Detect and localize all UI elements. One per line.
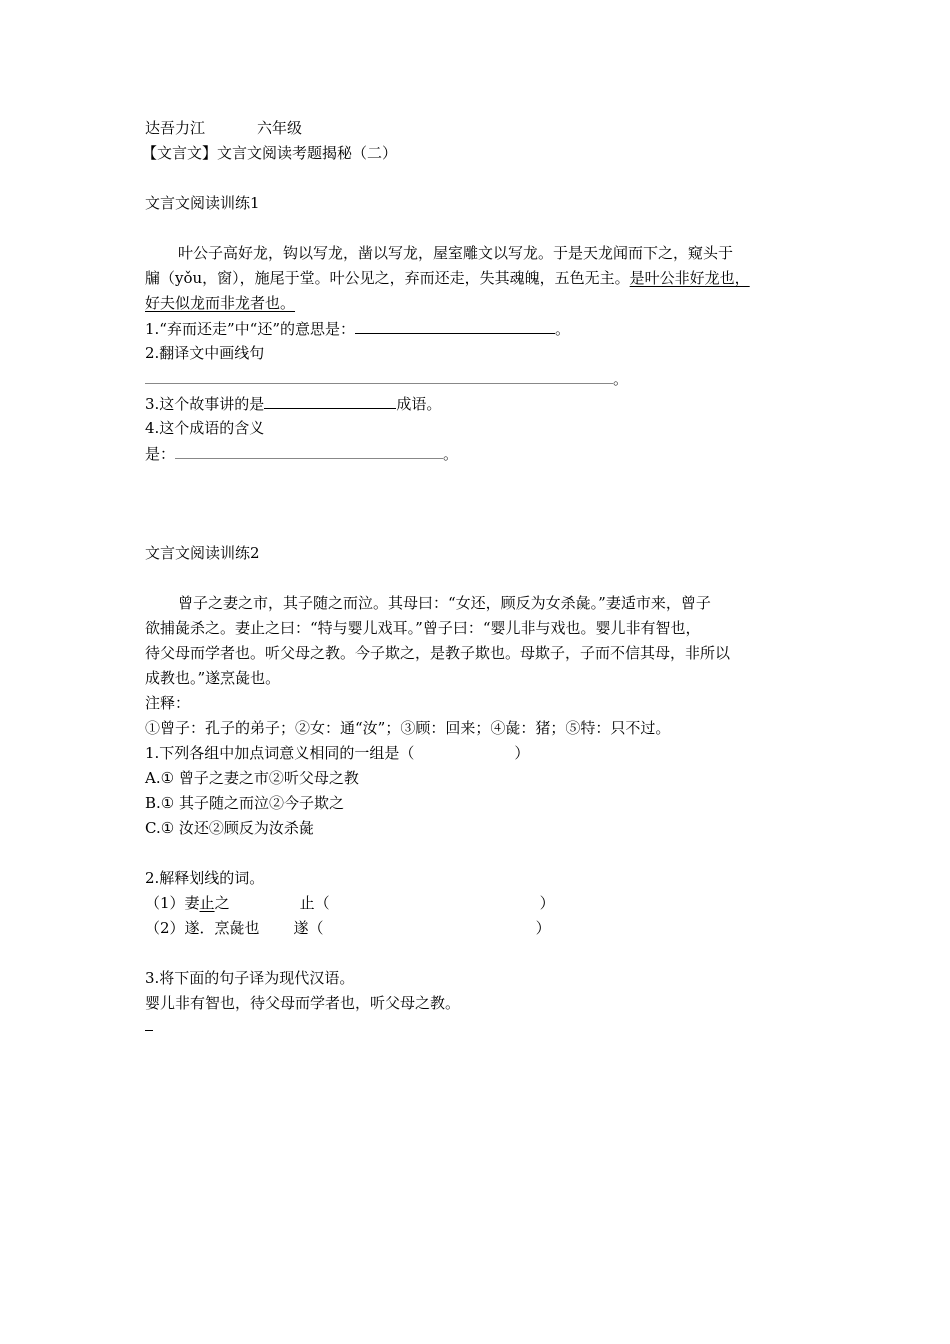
option-a[interactable]: A.① 曾子之妻之市②听父母之教 xyxy=(145,769,359,787)
q2a-close: ） xyxy=(539,894,555,912)
section2-passage-line4: 成教也。”遂烹彘也。 xyxy=(145,669,281,687)
section2-question1 xyxy=(145,743,529,763)
section1-question4: 4.这个成语的含义 xyxy=(145,419,265,437)
q2b-close: ） xyxy=(535,919,551,937)
text-cursor-mark xyxy=(145,1030,153,1031)
passage-line2-plain: 牖（yǒu，窗），施尾于堂。叶公见之，弃而还走，失其魂魄，五色无主。 xyxy=(145,269,630,287)
question4-prefix: 是： xyxy=(145,445,176,463)
q2a-label: 止（ xyxy=(299,894,330,912)
section1-question1 xyxy=(145,318,570,339)
section1-passage-line3 xyxy=(145,293,295,313)
section1-question3 xyxy=(145,393,441,414)
section2-question2b xyxy=(145,918,551,938)
q2b-phrase: （2）遂．烹彘也 xyxy=(145,919,260,937)
grade-label: 六年级 xyxy=(257,119,303,137)
section1-question2: 2.翻译文中画线句 xyxy=(145,344,265,362)
section1-passage-line2 xyxy=(145,268,750,288)
question1-close: ） xyxy=(514,744,530,762)
q2a-number: （1）妻 xyxy=(145,894,200,912)
section2-question2a xyxy=(145,893,555,913)
q2b-label: 遂（ xyxy=(293,919,324,937)
notes-text: ①曾子：孔子的弟子；②女：通“汝”；③顾：回来；④彘：猪；⑤特：只不过。 xyxy=(145,719,671,737)
question1-text: 1.下列各组中加点词意义相同的一组是（ xyxy=(145,744,415,762)
section2-passage-line2: 欲捕彘杀之。妻止之曰：“特与婴儿戏耳。”曾子曰：“婴儿非与戏也。婴儿非有智也， xyxy=(145,619,701,637)
question3-text: 3.这个故事讲的是 xyxy=(145,395,265,413)
q2a-rest: 之 xyxy=(214,894,230,912)
document-title: 【文言文】文言文阅读考题揭秘（二） xyxy=(142,144,398,162)
section1-heading: 文言文阅读训练1 xyxy=(145,194,260,212)
author-name: 达吾力江 xyxy=(145,119,206,137)
section2-heading: 文言文阅读训练2 xyxy=(145,544,260,562)
answer-blank-q3[interactable] xyxy=(264,393,396,409)
question2-end: 。 xyxy=(613,370,629,388)
section1-question4-answer-line xyxy=(145,443,458,464)
question3-sentence: 婴儿非有智也，待父母而学者也，听父母之教。 xyxy=(145,994,461,1012)
underlined-sentence-part2: 好夫似龙而非龙者也。 xyxy=(145,294,296,312)
section2-question2: 2.解释划线的词。 xyxy=(145,869,265,887)
section2-question3: 3.将下面的句子译为现代汉语。 xyxy=(145,969,355,987)
option-b[interactable]: B.① 其子随之而泣②今子欺之 xyxy=(145,794,345,812)
answer-blank-q4[interactable] xyxy=(175,443,443,459)
underlined-sentence-part1: 是叶公非好龙也， xyxy=(629,269,750,287)
section2-passage-line1: 曾子之妻之市，其子随之而泣。其母曰：“女还，顾反为女杀彘。”妻适市来，曾子 xyxy=(178,594,711,612)
question1-end: 。 xyxy=(555,320,571,338)
question3-end: 成语。 xyxy=(396,395,442,413)
notes-label: 注释： xyxy=(145,694,191,712)
option-c[interactable]: C.① 汝还②顾反为汝杀彘 xyxy=(145,819,314,837)
underlined-word-zhi: 止 xyxy=(199,894,215,912)
question4-end: 。 xyxy=(443,445,459,463)
section1-question2-answer-line xyxy=(145,368,628,389)
answer-blank-q2[interactable] xyxy=(145,368,613,384)
author-grade-line xyxy=(145,118,302,138)
question1-text: 1.“弃而还走”中“还”的意思是： xyxy=(145,320,355,338)
answer-blank-q1[interactable] xyxy=(355,318,555,334)
section1-passage-line1: 叶公子高好龙，钩以写龙，凿以写龙，屋室雕文以写龙。于是天龙闻而下之，窥头于 xyxy=(178,244,734,262)
section2-passage-line3: 待父母而学者也。听父母之教。今子欺之，是教子欺也。母欺子，子而不信其母，非所以 xyxy=(145,644,731,662)
